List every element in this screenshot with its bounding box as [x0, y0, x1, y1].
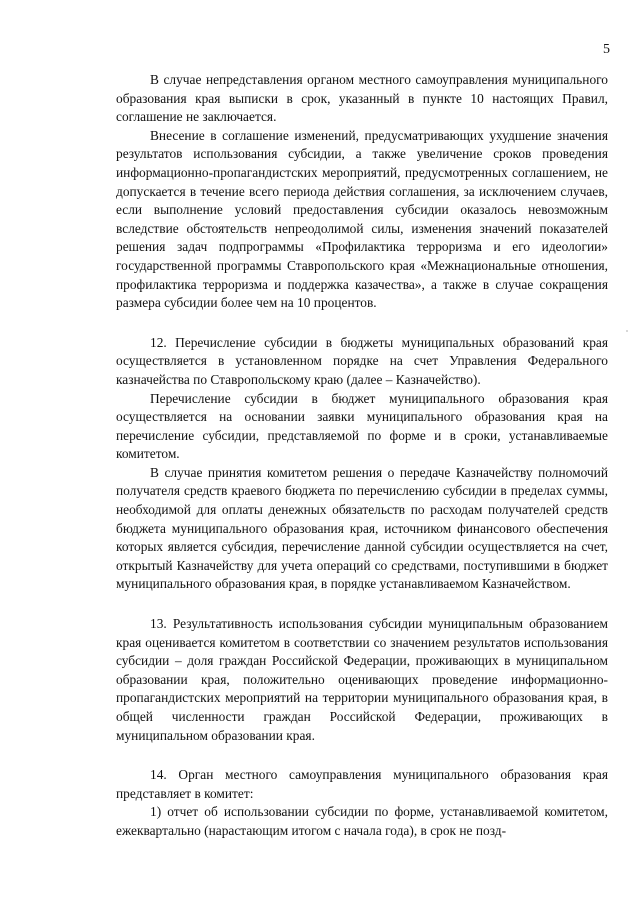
body-paragraph: 1) отчет об использовании субсидии по форме, устанавливаемой комитетом, ежеквартально (нарастающим итогом с начала года), в срок не позд-: [116, 804, 608, 838]
body-paragraph: Перечисление субсидии в бюджет муниципального образования края осуществляется на основании заявки муниципального образования края на перечисление субсидии, представляемой по форме и в сроки, устанавливаемые комитетом.: [116, 390, 608, 462]
paragraph-gap: [116, 594, 608, 615]
body-paragraph: 13. Результативность использования субсидии муниципальным образованием края оценивается комитетом в соответствии со значением результатов использования субсидии – доля граждан Российской Федерации, проживающих в муниципальном образовании края, положительно оценивающих проведение информационно-пропагандистских мероприятий на территории муниципального образования края, в общей численности граждан Российской Федерации, проживающих в муниципальном образовании края.: [116, 616, 608, 743]
document-body: [116, 71, 608, 841]
paragraph-gap: [116, 745, 608, 766]
body-paragraph: 14. Орган местного самоуправления муниципального образования края представляет в комитет:: [116, 767, 608, 801]
body-paragraph: В случае принятия комитетом решения о передаче Казначейству полномочий получателя средств краевого бюджета по перечислению субсидии в пределах суммы, необходимой для оплаты денежных обязательств по расходам получателей средств бюджета муниципального образования края, источником финансового обеспечения которых является субсидия, перечисление данной субсидии осуществляется на счет, открытый Казначейству для учета операций со средствами, поступившими в бюджет муниципального образования края, в порядке устанавливаемом Казначейством.: [116, 464, 608, 592]
scan-artifact: [626, 330, 628, 332]
body-paragraph: Внесение в соглашение изменений, предусматривающих ухудшение значения результатов использования субсидии, а также увеличение сроков проведения информационно-пропагандистских мероприятий, предусмотренных соглашением, не допускается в течение всего периода действия соглашения, за исключением случаев, если выполнение условий предоставления субсидии оказалось невозможным вследствие обстоятельств непреодолимой силы, изменения значений показателей решения задач подпрограммы «Профилактика терроризма и его идеологии» государственной программы Ставропольского края «Межнациональные отношения, профилактика терроризма и поддержка казачества», а также в случае сокращения размера субсидии более чем на 10 процентов.: [116, 127, 608, 311]
body-paragraph: В случае непредставления органом местного самоуправления муниципального образования края выписки в срок, указанный в пункте 10 настоящих Правил, соглашение не заключается.: [116, 72, 608, 125]
body-paragraph: 12. Перечисление субсидии в бюджеты муниципальных образований края осуществляется в установленном порядке на счет Управления Федерального казначейства по Ставропольскому краю (далее – Казначейство).: [116, 334, 608, 387]
page-number: 5: [603, 42, 610, 57]
paragraph-gap: [116, 313, 608, 334]
